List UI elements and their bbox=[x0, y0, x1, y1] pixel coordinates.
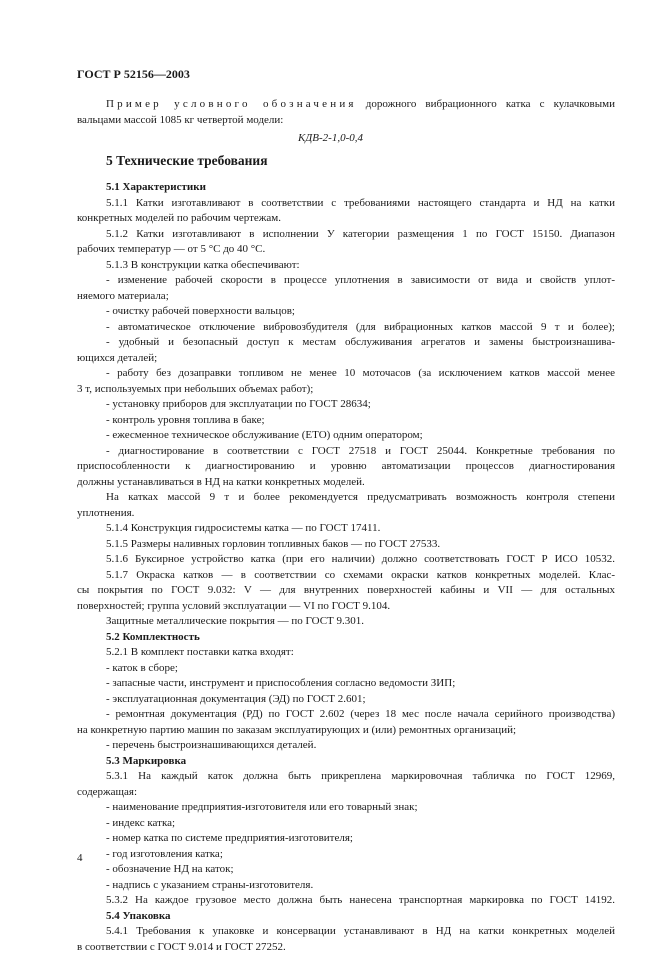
text-line: в соответствии с ГОСТ 9.014 и ГОСТ 27252. bbox=[77, 940, 615, 955]
example-text: дорожного вибрационного катка с кулачковыми bbox=[357, 98, 615, 110]
text-line: - удобный и безопасный доступ к местам обслуживания агрегатов и замены быстроизнашива- bbox=[77, 335, 615, 351]
text-line: - наименование предприятия-изготовителя или его товарный знак; bbox=[77, 800, 615, 816]
text-line: - надпись с указанием страны-изготовителя. bbox=[77, 878, 615, 894]
text-line: 5.1.2 Катки изготавливают в исполнении У категории размещения 1 по ГОСТ 15150. Диапазон bbox=[77, 227, 615, 243]
text-line: - установку приборов для эксплуатации по ГОСТ 28634; bbox=[77, 397, 615, 413]
section-body bbox=[77, 180, 615, 955]
text-line: - запасные части, инструмент и приспособления согласно ведомости ЗИП; bbox=[77, 676, 615, 692]
text-line: - автоматическое отключение вибровозбудителя (для вибрационных катков массой 9 т и более); bbox=[77, 320, 615, 336]
text-line: ющихся деталей; bbox=[77, 351, 615, 367]
text-line: 5.3.2 На каждое грузовое место должна быть нанесена транспортная маркировка по ГОСТ 14192. bbox=[77, 893, 615, 909]
text-line: На катках массой 9 т и более рекомендуется предусматривать возможность контроля степени bbox=[77, 490, 615, 506]
example-paragraph bbox=[77, 97, 615, 128]
text-line: сы покрытия по ГОСТ 9.032: V — для внутренних поверхностей кабины и VII — для остальных bbox=[77, 583, 615, 599]
section-title: 5 Технические требования bbox=[106, 153, 268, 169]
text-line: - очистку рабочей поверхности вальцов; bbox=[77, 304, 615, 320]
text-line: 5.3.1 На каждый каток должна быть прикреплена маркировочная табличка по ГОСТ 12969, bbox=[77, 769, 615, 785]
text-line: уплотнения. bbox=[77, 506, 615, 522]
text-line: - изменение рабочей скорости в процессе уплотнения в зависимости от вида и свойств уплот- bbox=[77, 273, 615, 289]
text-line: 5.1.1 Катки изготавливают в соответствии с требованиями настоящего стандарта и НД на катки bbox=[77, 196, 615, 212]
text-line: 3 т, используемых при небольших объемах работ); bbox=[77, 382, 615, 398]
text-line: - контроль уровня топлива в баке; bbox=[77, 413, 615, 429]
text-line: рабочих температур — от 5 °С до 40 °С. bbox=[77, 242, 615, 258]
example-spaced-label: Пример условного обозначения bbox=[106, 98, 357, 110]
designation-formula: КДВ-2-1,0-0,4 bbox=[0, 132, 661, 144]
text-line: конкретных моделей по рабочим чертежам. bbox=[77, 211, 615, 227]
text-line: - ежесменное техническое обслуживание (ЕТО) одним оператором; bbox=[77, 428, 615, 444]
text-line: содержащая: bbox=[77, 785, 615, 801]
subsection-heading: 5.1 Характеристики bbox=[77, 180, 615, 196]
subsection-heading: 5.3 Маркировка bbox=[77, 754, 615, 770]
text-line: - ремонтная документация (РД) по ГОСТ 2.602 (через 18 мес после начала серийного производства) bbox=[77, 707, 615, 723]
standard-header: ГОСТ Р 52156—2003 bbox=[77, 67, 190, 82]
text-line: - работу без дозаправки топливом не менее 10 моточасов (за исключением катков массой менее bbox=[77, 366, 615, 382]
text-line: 5.1.3 В конструкции катка обеспечивают: bbox=[77, 258, 615, 274]
example-line-2: вальцами массой 1085 кг четвертой модели: bbox=[77, 113, 615, 129]
text-line: должны устанавливаться в НД на катки конкретных моделей. bbox=[77, 475, 615, 491]
text-line: приспособленности к диагностированию и уровню автоматизации процессов диагностирования bbox=[77, 459, 615, 475]
example-line-1 bbox=[77, 97, 615, 113]
text-line: - обозначение НД на каток; bbox=[77, 862, 615, 878]
text-line: поверхностей; группа условий эксплуатации — VI по ГОСТ 9.104. bbox=[77, 599, 615, 615]
text-line: - год изготовления катка; bbox=[77, 847, 615, 863]
text-line: 5.2.1 В комплект поставки катка входят: bbox=[77, 645, 615, 661]
text-line: няемого материала; bbox=[77, 289, 615, 305]
subsection-heading: 5.2 Комплектность bbox=[77, 630, 615, 646]
text-line: 5.1.5 Размеры наливных горловин топливных баков — по ГОСТ 27533. bbox=[77, 537, 615, 553]
text-line: - эксплуатационная документация (ЭД) по ГОСТ 2.601; bbox=[77, 692, 615, 708]
text-line: 5.1.6 Буксирное устройство катка (при его наличии) должно соответствовать ГОСТ Р ИСО 10532. bbox=[77, 552, 615, 568]
text-line: - диагностирование в соответствии с ГОСТ 27518 и ГОСТ 25044. Конкретные требования по bbox=[77, 444, 615, 460]
text-line: - индекс катка; bbox=[77, 816, 615, 832]
subsection-heading: 5.4 Упаковка bbox=[77, 909, 615, 925]
text-line: 5.1.7 Окраска катков — в соответствии со схемами окраски катков конкретных моделей. Клас- bbox=[77, 568, 615, 584]
page-number: 4 bbox=[77, 852, 83, 864]
text-line: 5.4.1 Требования к упаковке и консервации устанавливают в НД на катки конкретных моделей bbox=[77, 924, 615, 940]
text-line: - каток в сборе; bbox=[77, 661, 615, 677]
text-line: Защитные металлические покрытия — по ГОСТ 9.301. bbox=[77, 614, 615, 630]
text-line: на конкретную партию машин по заказам эксплуатирующих и (или) ремонтных организаций; bbox=[77, 723, 615, 739]
text-line: - номер катка по системе предприятия-изготовителя; bbox=[77, 831, 615, 847]
text-line: 5.1.4 Конструкция гидросистемы катка — по ГОСТ 17411. bbox=[77, 521, 615, 537]
text-line: - перечень быстроизнашивающихся деталей. bbox=[77, 738, 615, 754]
